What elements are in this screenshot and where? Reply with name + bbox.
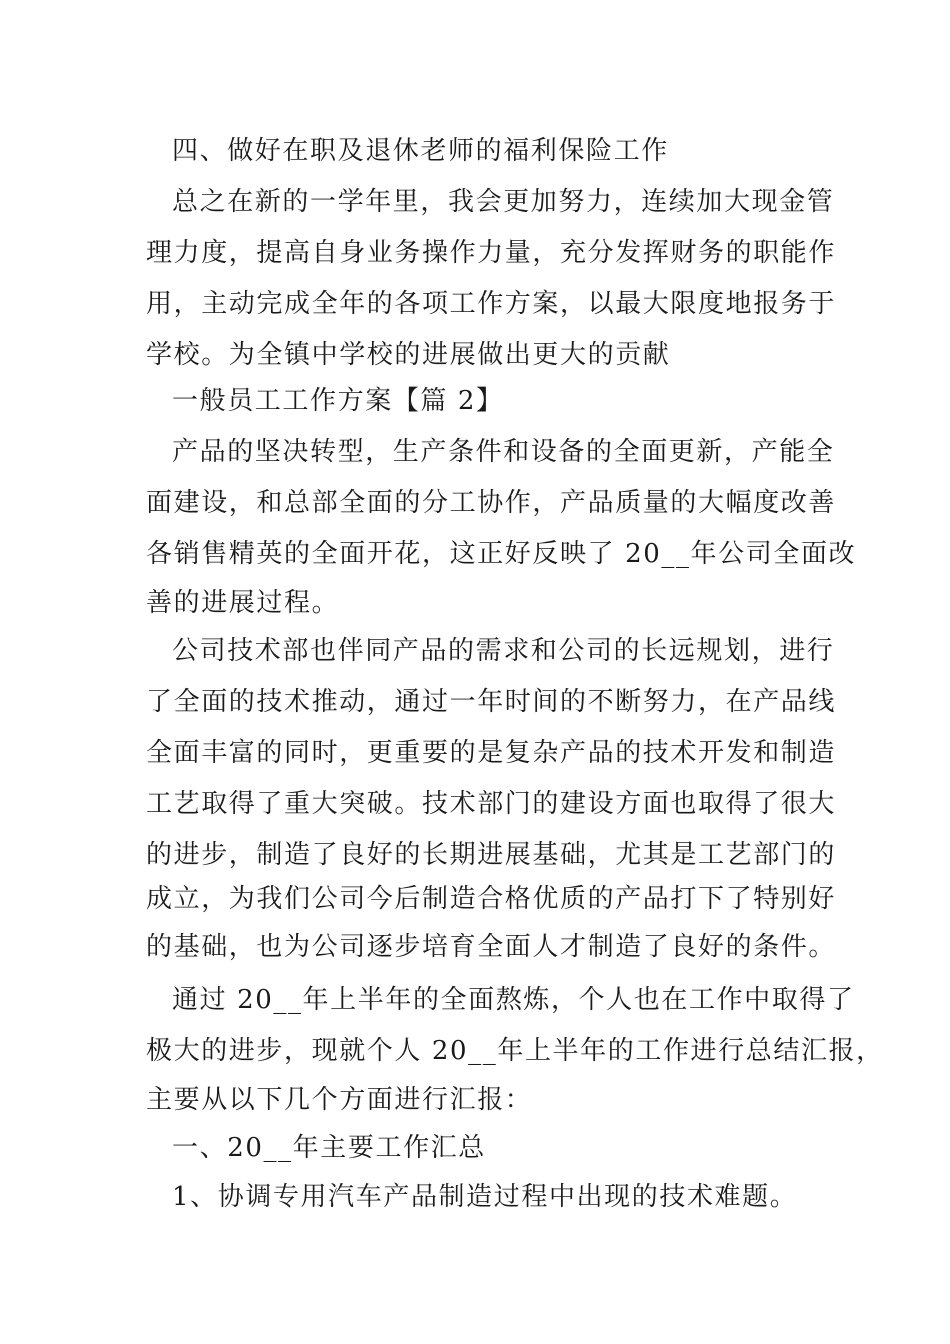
article-title: 一般员工工作方案【篇 2】 — [172, 386, 504, 416]
paragraph-line: 用，主动完成全年的各项工作方案，以最大限度地报务于 — [146, 289, 837, 319]
paragraph-line: 通过 20__年上半年的全面熬炼，个人也在工作中取得了 — [172, 985, 855, 1015]
paragraph-line: 面建设，和总部全面的分工协作，产品质量的大幅度改善 — [146, 488, 837, 518]
paragraph-line: 极大的进步，现就个人 20__年上半年的工作进行总结汇报， — [146, 1036, 884, 1066]
paragraph-line: 学校。为全镇中学校的进展做出更大的贡献 — [146, 340, 671, 370]
paragraph-line: 的基础，也为公司逐步培育全面人才制造了良好的条件。 — [146, 932, 837, 962]
paragraph-line: 主要从以下几个方面进行汇报： — [146, 1085, 533, 1115]
paragraph-line: 了全面的技术推动，通过一年时间的不断努力，在产品线 — [146, 687, 837, 717]
paragraph-line: 总之在新的一学年里，我会更加努力，连续加大现金管 — [172, 187, 835, 217]
paragraph-line: 的进步，制造了良好的长期进展基础，尤其是工艺部门的 — [146, 840, 837, 870]
paragraph-line: 善的进展过程。 — [146, 588, 340, 618]
paragraph-line: 各销售精英的全面开花，这正好反映了 20__年公司全面改 — [146, 539, 857, 569]
paragraph-line: 成立，为我们公司今后制造合格优质的产品打下了特别好 — [146, 884, 837, 914]
paragraph-line: 工艺取得了重大突破。技术部门的建设方面也取得了很大 — [146, 789, 837, 819]
section-heading-4: 四、做好在职及退休老师的福利保险工作 — [172, 136, 669, 166]
list-item: 1、协调专用汽车产品制造过程中出现的技术难题。 — [172, 1182, 798, 1212]
paragraph-line: 公司技术部也伴同产品的需求和公司的长远规划，进行 — [172, 636, 835, 666]
section-heading-1: 一、20__年主要工作汇总 — [172, 1133, 486, 1163]
paragraph-line: 理力度，提高自身业务操作力量，充分发挥财务的职能作 — [146, 238, 837, 268]
paragraph-line: 产品的坚决转型，生产条件和设备的全面更新，产能全 — [172, 437, 835, 467]
paragraph-line: 全面丰富的同时，更重要的是复杂产品的技术开发和制造 — [146, 738, 837, 768]
